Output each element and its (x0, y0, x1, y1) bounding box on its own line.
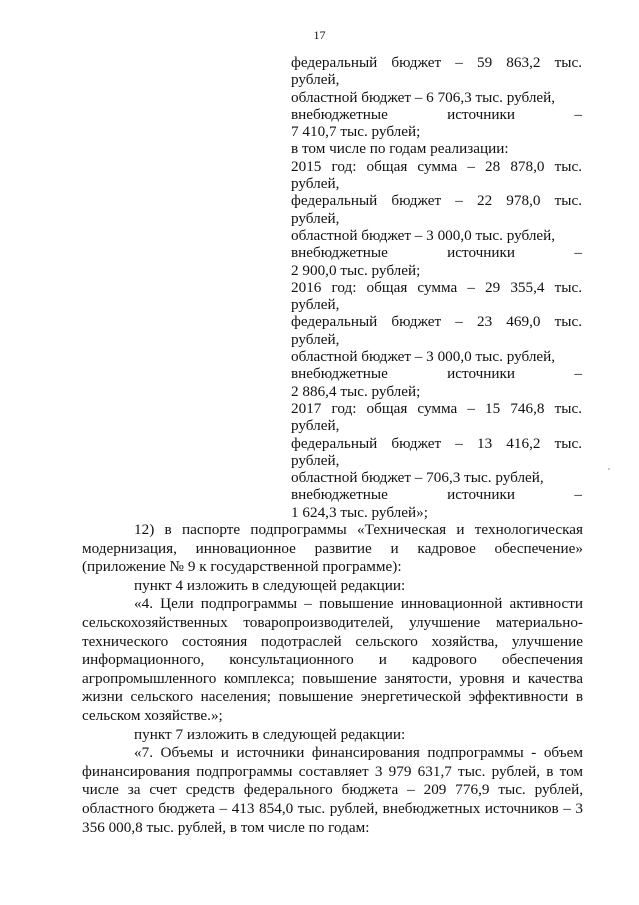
funding-line: рублей, (291, 175, 340, 193)
funding-line: внебюджетные источники – (291, 244, 582, 262)
funding-line: федеральный бюджет – 22 978,0 тыс. (291, 192, 582, 210)
funding-line: областной бюджет – 6 706,3 тыс. рублей, (291, 88, 556, 106)
paragraph: «7. Объемы и источники финансирования подпрограммы - объем финансирования подпрограммы составляет 3 979 631,7 тыс. рублей, в том числе за счет средств федерального бюджета – 209 776,9 тыс. рублей, областного бюджета – 413 854,0 тыс. рублей, внебюджетных источников – 3 356 000,8 тыс. рублей, в том числе по годам: (82, 744, 583, 836)
funding-line: рублей, (291, 417, 340, 435)
funding-line: областной бюджет – 3 000,0 тыс. рублей, (291, 226, 556, 244)
funding-line: 2 886,4 тыс. рублей; (291, 382, 421, 400)
funding-column (291, 54, 582, 521)
funding-line: рублей, (291, 451, 340, 469)
funding-line: внебюджетные источники – (291, 105, 582, 123)
funding-line: 2 900,0 тыс. рублей; (291, 261, 421, 279)
funding-line: 1 624,3 тыс. рублей»; (291, 503, 428, 521)
funding-line: областной бюджет – 3 000,0 тыс. рублей, (291, 348, 556, 366)
paragraph: пункт 4 изложить в следующей редакции: (134, 576, 406, 594)
funding-line: рублей, (291, 296, 340, 314)
funding-line: 2015 год: общая сумма – 28 878,0 тыс. (291, 157, 582, 175)
funding-line: внебюджетные источники – (291, 486, 582, 504)
funding-line: федеральный бюджет – 59 863,2 тыс. (291, 54, 582, 71)
funding-line: областной бюджет – 706,3 тыс. рублей, (291, 469, 544, 487)
page-number: 17 (313, 28, 326, 42)
funding-line: рублей, (291, 71, 340, 89)
funding-line: рублей, (291, 330, 340, 348)
funding-line: рублей, (291, 209, 340, 227)
funding-line: федеральный бюджет – 13 416,2 тыс. (291, 434, 582, 452)
scan-speck (608, 468, 610, 470)
funding-line: 7 410,7 тыс. рублей; (291, 123, 421, 141)
funding-line: внебюджетные источники – (291, 365, 582, 383)
paragraph: 12) в паспорте подпрограммы «Техническая и технологическая модернизация, инновационное развитие и кадровое обеспечение» (приложение № 9 к государственной программе): (82, 521, 583, 576)
paragraph: «4. Цели подпрограммы – повышение инновационной активности сельскохозяйственных товаропроизводителей, улучшение материально-технического состояния подотраслей сельского хозяйства, улучшение информационного, консультационного и кадрового обеспечения агропромышленного комплекса; повышение занятости, уровня и качества жизни сельского населения; повышение энергетической эффективности в сельском хозяйстве.»; (82, 595, 583, 724)
funding-line: 2016 год: общая сумма – 29 355,4 тыс. (291, 278, 582, 296)
funding-line: федеральный бюджет – 23 469,0 тыс. (291, 313, 582, 331)
funding-line: в том числе по годам реализации: (291, 140, 509, 158)
paragraph: пункт 7 изложить в следующей редакции: (134, 725, 406, 743)
main-text (82, 521, 583, 837)
funding-line: 2017 год: общая сумма – 15 746,8 тыс. (291, 399, 582, 417)
